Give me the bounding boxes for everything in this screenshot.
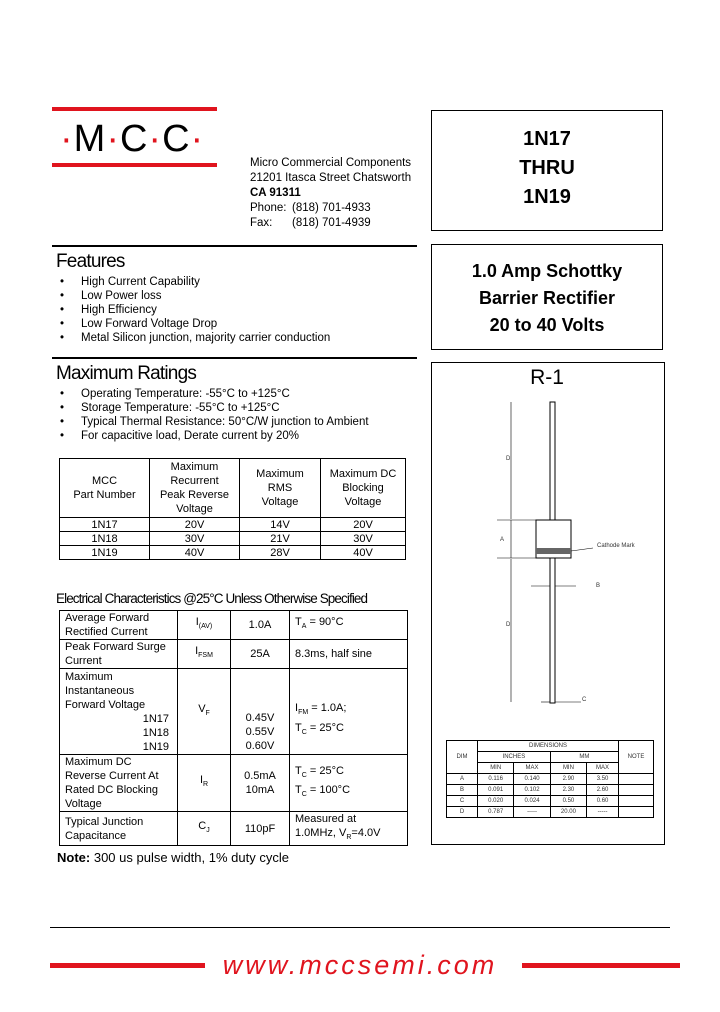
cathode-mark-label: Cathode Mark	[597, 543, 635, 549]
condition-cell: $T_C = 25^\circ C$ $T_C = 100^\circ C$	[290, 755, 408, 812]
table-row	[60, 532, 406, 546]
package-name: R-1	[530, 366, 564, 389]
ratings-list	[55, 387, 369, 443]
inches-header: INCHES	[478, 752, 551, 763]
company-phone: Phone: (818) 701-4933	[250, 202, 371, 214]
dimensions-table	[446, 740, 654, 818]
value-cell: 110pF	[231, 812, 290, 846]
list-item: • High Efficiency	[55, 303, 330, 317]
table-row	[60, 546, 406, 560]
min-header: MIN	[478, 763, 514, 774]
max-header: MAX	[514, 763, 550, 774]
symbol-cell: $I_{FSM}$	[178, 640, 231, 669]
table-header: Maximum DC Blocking Voltage	[321, 459, 406, 518]
condition-cell: $I_{FM} = 1.0A$; $T_C = 25^\circ C$	[290, 669, 408, 755]
mcc-logo: ·M·C·C·	[60, 118, 205, 160]
features-list	[55, 275, 330, 345]
symbol-cell: $C_J$	[178, 812, 231, 846]
part-line1: 1N17	[523, 128, 571, 150]
table-cell: 20V	[150, 518, 240, 532]
company-address-line1: 21201 Itasca Street Chatsworth	[250, 172, 412, 184]
table-cell: 1N19	[60, 546, 150, 560]
note-col-header: NOTE	[619, 741, 654, 774]
param-cell: Typical Junction Capacitance	[60, 812, 178, 846]
table-row	[60, 640, 408, 669]
features-title: Features	[56, 251, 125, 272]
min-header: MIN	[550, 763, 586, 774]
table-row	[60, 611, 408, 640]
list-item: • High Current Capability	[55, 275, 330, 289]
part-line3: 1N19	[523, 186, 571, 208]
ratings-title: Maximum Ratings	[56, 363, 197, 384]
table-row	[60, 755, 408, 812]
dim-label-d-top: D	[506, 456, 511, 462]
condition-cell: $T_A = 90^\circ C$	[290, 611, 408, 640]
part-line2: THRU	[519, 157, 575, 179]
description-line2: Barrier Rectifier	[478, 288, 616, 308]
logo-bar-bottom	[52, 163, 217, 167]
description-line3: 20 to 40 Volts	[489, 315, 605, 335]
table-cell: 1N18	[60, 532, 150, 546]
company-fax: Fax: (818) 701-4939	[250, 217, 371, 229]
table-header: Maximum RMS Voltage	[240, 459, 321, 518]
param-cell: Maximum Instantaneous Forward Voltage 1N17 1N18 1N19	[60, 669, 178, 755]
company-name: Micro Commercial Components	[250, 157, 412, 169]
table-cell: 14V	[240, 518, 321, 532]
table-row	[60, 518, 406, 532]
table-row	[60, 669, 408, 755]
features-rule	[52, 245, 417, 247]
table-cell: 40V	[150, 546, 240, 560]
table-row: D 0.787 ----- 20.00 -----	[447, 807, 654, 818]
dim-label-b: B	[596, 583, 601, 589]
logo-bar-top	[52, 107, 217, 111]
description-box	[431, 244, 663, 350]
table-cell: 30V	[150, 532, 240, 546]
param-cell: Maximum DC Reverse Current At Rated DC Blocking Voltage	[60, 755, 178, 812]
dim-label-c: C	[582, 697, 587, 703]
table-header: Maximum Recurrent Peak Reverse Voltage	[150, 459, 240, 518]
table-row: C 0.020 0.024 0.50 0.60	[447, 796, 654, 807]
footer-url[interactable]: www.mccsemi.com	[222, 950, 498, 980]
value-cell: 0.45V 0.55V 0.60V	[231, 669, 290, 755]
table-row	[60, 812, 408, 846]
symbol-cell: $I_{(AV)}$	[178, 611, 231, 640]
company-address-line2: CA 91311	[250, 187, 301, 199]
list-item: • Operating Temperature: -55°C to +125°C	[55, 387, 369, 401]
electrical-title: Electrical Characteristics @25°C Unless Otherwise Specified	[56, 591, 368, 606]
table-cell: 40V	[321, 546, 406, 560]
dim-col-header: DIM	[447, 741, 478, 774]
condition-cell: 8.3ms, half sine	[290, 640, 408, 669]
dim-table-title: DIMENSIONS	[478, 741, 619, 752]
list-item: • Low Power loss	[55, 289, 330, 303]
table-cell: 30V	[321, 532, 406, 546]
value-cell: 0.5mA 10mA	[231, 755, 290, 812]
dim-label-d-bottom: D	[506, 622, 511, 628]
max-header: MAX	[587, 763, 619, 774]
footer-rule	[50, 927, 670, 928]
table-cell: 28V	[240, 546, 321, 560]
company-address	[250, 156, 411, 231]
list-item: • Low Forward Voltage Drop	[55, 317, 330, 331]
part-number-box	[431, 110, 663, 231]
footnote: Note: 300 us pulse width, 1% duty cycle	[57, 850, 289, 865]
ratings-table	[59, 458, 406, 560]
table-cell: 1N17	[60, 518, 150, 532]
list-item: • Metal Silicon junction, majority carrier conduction	[55, 331, 330, 345]
dim-label-a: A	[500, 537, 505, 543]
ratings-rule	[52, 357, 417, 359]
condition-cell: Measured at 1.0MHz, $V_R=4.0V$	[290, 812, 408, 846]
param-cell: Average Forward Rectified Current	[60, 611, 178, 640]
list-item: • Typical Thermal Resistance: 50°C/W junction to Ambient	[55, 415, 369, 429]
list-item: • For capacitive load, Derate current by 20%	[55, 429, 369, 443]
value-cell: 25A	[231, 640, 290, 669]
table-row: A 0.116 0.140 2.90 3.50	[447, 774, 654, 785]
electrical-table	[59, 610, 408, 846]
table-cell: 21V	[240, 532, 321, 546]
value-cell: 1.0A	[231, 611, 290, 640]
table-header: MCC Part Number	[60, 459, 150, 518]
symbol-cell: $V_F$	[178, 669, 231, 755]
table-cell: 20V	[321, 518, 406, 532]
mm-header: MM	[550, 752, 618, 763]
list-item: • Storage Temperature: -55°C to +125°C	[55, 401, 369, 415]
description-line1: 1.0 Amp Schottky	[471, 261, 623, 281]
symbol-cell: $I_R$	[178, 755, 231, 812]
table-row: B 0.091 0.102 2.30 2.60	[447, 785, 654, 796]
param-cell: Peak Forward Surge Current	[60, 640, 178, 669]
